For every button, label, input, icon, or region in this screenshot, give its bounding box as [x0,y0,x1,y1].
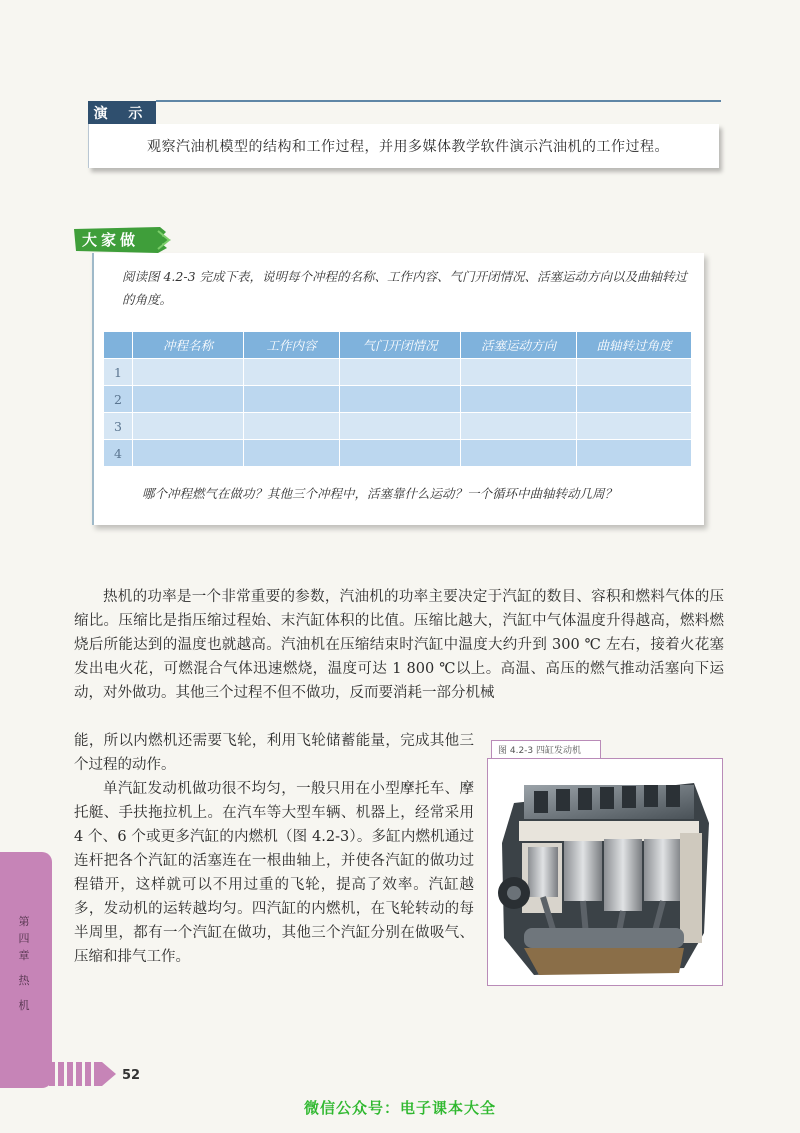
paragraph-power-cont: 能，所以内燃机还需要飞轮，利用飞轮储蓄能量，完成其他三个过程的动作。 [74,733,474,773]
row-number: 1 [104,359,133,386]
table-header [104,332,133,359]
activity-box [92,253,704,525]
demo-box [88,124,719,168]
table-cell[interactable] [340,413,461,440]
chapter-tab-text [15,913,33,1014]
table-header-row [104,332,692,359]
table-row [104,440,692,467]
activity-question: 哪个冲程燃气在做功？其他三个冲程中，活塞靠什么运动？一个循环中曲轴转动几周？ [142,486,618,501]
watermark-text: 微信公众号：电子课本大全 [303,1099,496,1117]
table-cell[interactable] [461,359,577,386]
table-cell[interactable] [340,440,461,467]
table-cell[interactable] [577,413,692,440]
table-header: 曲轴转过角度 [577,332,692,359]
engine-image-icon [494,763,716,981]
table-cell[interactable] [461,413,577,440]
table-row [104,413,692,440]
page-number: 52 [122,1068,141,1083]
table-cell[interactable] [461,386,577,413]
chapter-title-1: 热 [18,974,30,987]
table-cell[interactable] [133,386,244,413]
table-row [104,386,692,413]
table-header: 气门开闭情况 [340,332,461,359]
demo-text: 观察汽油机模型的结构和工作过程，并用多媒体教学软件演示汽油机的工作过程。 [147,139,669,155]
table-cell[interactable] [244,359,340,386]
table-cell[interactable] [340,386,461,413]
activity-intro: 阅读图 4.2-3 完成下表，说明每个冲程的名称、工作内容、气门开闭情况、活塞运动方向以及曲轴转过的角度。 [122,269,688,307]
chapter-number: 第四章 [18,915,30,962]
stroke-table [104,332,692,467]
activity-label: 大家做 [82,231,140,249]
figure-frame [487,758,723,986]
demo-rule [156,100,721,102]
figure-caption: 图 4.2-3 四缸发动机 [491,740,601,758]
table-header: 工作内容 [244,332,340,359]
table-cell[interactable] [133,359,244,386]
table-cell[interactable] [340,359,461,386]
paragraph-power: 热机的功率是一个非常重要的参数，汽油机的功率主要决定于汽缸的数目、容积和燃料气体的压缩比。压缩比是指压缩过程始、末汽缸体积的比值。压缩比越大，汽缸中气体温度升得越高，燃料燃烧后所能达到的温度也就越高。汽油机在压缩结束时汽缸中温度大约升到 300 ℃ 左右，接着火花塞发出电火花，可燃混合气体迅速燃烧，温度可达 1 800 ℃以上。高温、高压的燃气推动活塞向下运动，对外做功。其他三个过程不但不做功，反而要消耗一部分机械 [74,589,724,701]
table-header: 冲程名称 [133,332,244,359]
chapter-title-2: 机 [18,999,30,1012]
row-number: 4 [104,440,133,467]
table-cell[interactable] [461,440,577,467]
table-cell[interactable] [133,413,244,440]
page-arrow-icon [40,1058,120,1090]
table-cell[interactable] [577,359,692,386]
table-row [104,359,692,386]
table-cell[interactable] [577,440,692,467]
table-cell[interactable] [577,386,692,413]
table-cell[interactable] [244,386,340,413]
row-number: 3 [104,413,133,440]
table-header: 活塞运动方向 [461,332,577,359]
demo-label: 演 示 [88,101,156,124]
table-cell[interactable] [244,413,340,440]
table-cell[interactable] [244,440,340,467]
paragraph-multicylinder: 单汽缸发动机做功很不均匀，一般只用在小型摩托车、摩托艇、手扶拖拉机上。在汽车等大型车辆、机器上，经常采用 4 个、6 个或更多汽缸的内燃机（图 4.2-3）。多缸内燃机通过连杆把各个汽缸的活塞连在一根曲轴上，并使各汽缸的做功过程错开，这样就可以不用过重的飞轮，提高了效率。汽缸越多，发动机的运转越均匀。四汽缸的内燃机，在飞轮转动的每半周里，都有一个汽缸在做功，其他三个汽缸分别在做吸气、压缩和排气工作。 [74,781,474,965]
row-number: 2 [104,386,133,413]
table-cell[interactable] [133,440,244,467]
